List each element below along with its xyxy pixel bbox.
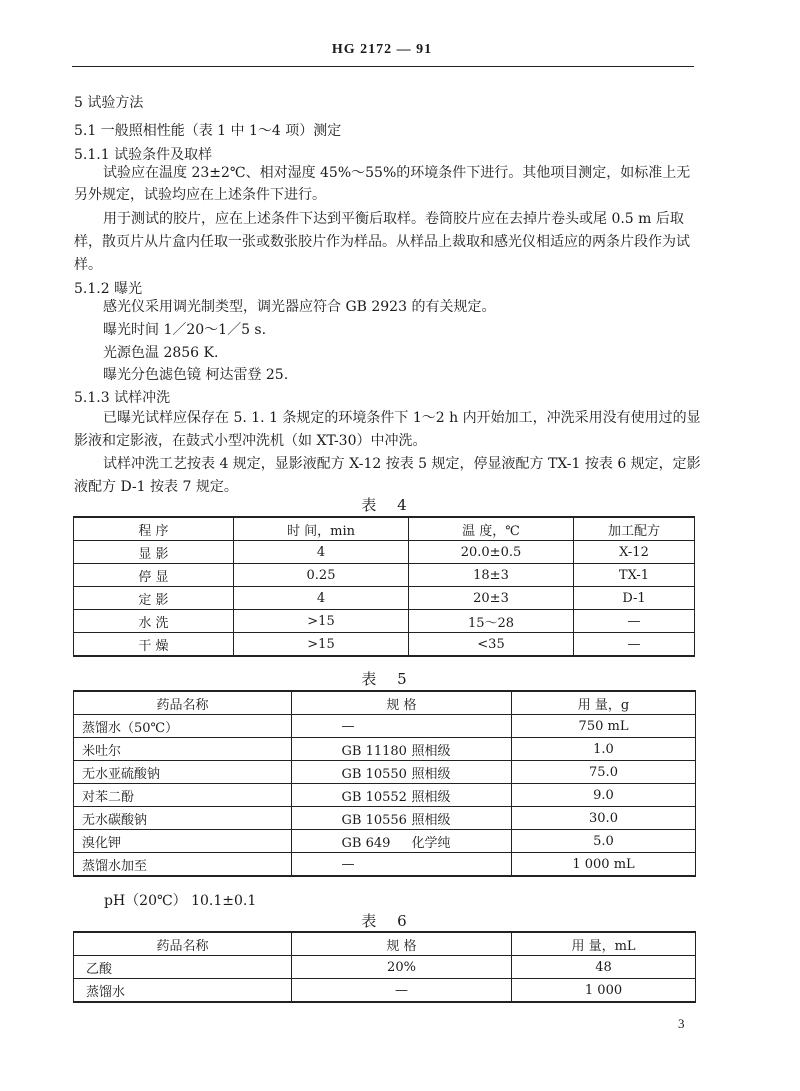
table-cell: 20%: [292, 956, 512, 979]
page-number: 3: [678, 1016, 685, 1031]
table-row: [74, 807, 696, 830]
table-header-cell: 用 量，g: [512, 691, 696, 715]
table-cell: <35: [409, 633, 574, 657]
paragraph-line: 光源色温 2856 K.: [103, 345, 219, 361]
spec-standard: GB 10552: [341, 789, 407, 805]
spec-standard: —: [341, 718, 355, 734]
table-cell: 无水碳酸钠: [74, 807, 292, 830]
spec-grade: 照相级: [411, 743, 451, 759]
table-cell: 蒸馏水（50℃）: [74, 715, 292, 738]
table-cell: —: [574, 610, 695, 633]
paragraph-line: 曝光时间 1／20～1／5 s.: [103, 322, 267, 338]
header-rule: [72, 66, 694, 67]
table-cell: 1.0: [512, 738, 696, 761]
paragraph-line: 试样冲洗工艺按表 4 规定，显影液配方 X-12 按表 5 规定，停显液配方 TX-1 按表 6 规定，定影: [103, 456, 701, 472]
table-header-cell: 时 间，min: [234, 517, 409, 541]
ph-note: pH（20℃） 10.1±0.1: [104, 893, 257, 909]
spec-standard: GB 649: [341, 835, 391, 851]
table-cell: 米吐尔: [74, 738, 292, 761]
table-cell: 15～28: [409, 610, 574, 633]
spec-standard: GB 10556: [341, 812, 407, 828]
table-cell: [292, 807, 512, 830]
paragraph-line: 试验应在温度 23±2℃、相对湿度 45%～55%的环境条件下进行。其他项目测定，如标准上无: [103, 165, 691, 181]
spec-standard: GB 10550: [341, 766, 407, 782]
table-cell: X-12: [574, 541, 695, 564]
table-row: [74, 956, 696, 979]
table-row: [74, 587, 695, 610]
table-cell: —: [292, 979, 512, 1003]
table-header-cell: 程 序: [74, 517, 234, 541]
table-4-caption: 表 4: [361, 496, 415, 514]
table-cell: 停 显: [74, 564, 234, 587]
table-5-caption: 表 5: [361, 670, 415, 688]
table-row: [74, 853, 696, 877]
table-cell: 无水亚硫酸钠: [74, 761, 292, 784]
spec-standard: GB 11180: [341, 743, 407, 759]
table-row: [74, 715, 696, 738]
paragraph-line: 另外规定，试验均应在上述条件下进行。: [74, 187, 326, 203]
paragraph-line: 样，散页片从片盒内任取一张或数张胶片作为样品。从样品上裁取和感光仪相适应的两条片段作为试: [74, 234, 690, 250]
table-row: [74, 979, 696, 1003]
table-cell: [292, 761, 512, 784]
section-5-1-3-title: 5.1.3 试样冲洗: [74, 390, 171, 406]
spec-grade: 照相级: [411, 812, 451, 828]
section-5-1-2-title: 5.1.2 曝光: [74, 281, 143, 297]
table-header-cell: 规 格: [292, 932, 512, 956]
paragraph-line: 影液和定影液，在鼓式小型冲洗机（如 XT-30）中冲洗。: [74, 433, 427, 449]
table-cell: 18±3: [409, 564, 574, 587]
table-cell: 4: [234, 541, 409, 564]
table-cell: >15: [234, 610, 409, 633]
paragraph-line: 已曝光试样应保存在 5. 1. 1 条规定的环境条件下 1～2 h 内开始加工，冲洗采用没有使用过的显: [103, 410, 701, 426]
table-6: [73, 931, 696, 1003]
table-cell: 0.25: [234, 564, 409, 587]
table-header-cell: 规 格: [292, 691, 512, 715]
table-cell: 1 000: [512, 979, 696, 1003]
table-cell: TX-1: [574, 564, 695, 587]
section-5-title: 5 试验方法: [74, 95, 144, 111]
spec-standard: —: [341, 856, 355, 872]
table-cell: 5.0: [512, 830, 696, 853]
table-6-caption: 表 6: [361, 912, 415, 930]
table-cell: >15: [234, 633, 409, 657]
paragraph-line: 样。: [74, 257, 102, 273]
spec-grade: 照相级: [411, 766, 451, 782]
table-row: [74, 830, 696, 853]
table-cell: 蒸馏水: [74, 979, 292, 1003]
page-header: HG 2172 — 91: [331, 42, 433, 57]
table-cell: 蒸馏水加至: [74, 853, 292, 877]
table-header-cell: 温 度，℃: [409, 517, 574, 541]
table-row: [74, 610, 695, 633]
table-row: [74, 564, 695, 587]
paragraph-line: 感光仪采用调光制类型，调光器应符合 GB 2923 的有关规定。: [103, 299, 496, 315]
table-cell: 20.0±0.5: [409, 541, 574, 564]
table-4: [73, 516, 695, 657]
table-cell: [292, 784, 512, 807]
spec-grade: 化学纯: [411, 835, 451, 851]
section-5-1-1-title: 5.1.1 试验条件及取样: [74, 147, 213, 163]
table-cell: 75.0: [512, 761, 696, 784]
table-cell: 48: [512, 956, 696, 979]
table-header-cell: 药品名称: [74, 691, 292, 715]
table-header-cell: 用 量，mL: [512, 932, 696, 956]
table-row: [74, 633, 695, 657]
table-cell: —: [574, 633, 695, 657]
table-row: [74, 738, 696, 761]
table-header-cell: 加工配方: [574, 517, 695, 541]
table-cell: [292, 830, 512, 853]
table-row: [74, 784, 696, 807]
table-cell: 溴化钾: [74, 830, 292, 853]
table-row: [74, 541, 695, 564]
table-cell: [292, 853, 512, 877]
table-cell: 显 影: [74, 541, 234, 564]
table-cell: 750 mL: [512, 715, 696, 738]
table-cell: 定 影: [74, 587, 234, 610]
table-5: [73, 690, 696, 877]
section-5-1-title: 5.1 一般照相性能（表 1 中 1～4 项）测定: [74, 123, 342, 139]
table-cell: 对苯二酚: [74, 784, 292, 807]
table-header-cell: 药品名称: [74, 932, 292, 956]
table-cell: D-1: [574, 587, 695, 610]
table-cell: 9.0: [512, 784, 696, 807]
table-cell: 1 000 mL: [512, 853, 696, 877]
table-cell: 30.0: [512, 807, 696, 830]
table-cell: [292, 715, 512, 738]
table-row: [74, 761, 696, 784]
table-cell: [292, 738, 512, 761]
table-cell: 乙酸: [74, 956, 292, 979]
spec-grade: 照相级: [411, 789, 451, 805]
table-cell: 4: [234, 587, 409, 610]
table-cell: 干 燥: [74, 633, 234, 657]
table-cell: 20±3: [409, 587, 574, 610]
paragraph-line: 曝光分色滤色镜 柯达雷登 25.: [103, 367, 289, 383]
paragraph-line: 液配方 D-1 按表 7 规定。: [74, 479, 238, 495]
paragraph-line: 用于测试的胶片，应在上述条件下达到平衡后取样。卷筒胶片应在去掉片卷头或尾 0.5 m 后取: [103, 211, 684, 227]
table-cell: 水 洗: [74, 610, 234, 633]
